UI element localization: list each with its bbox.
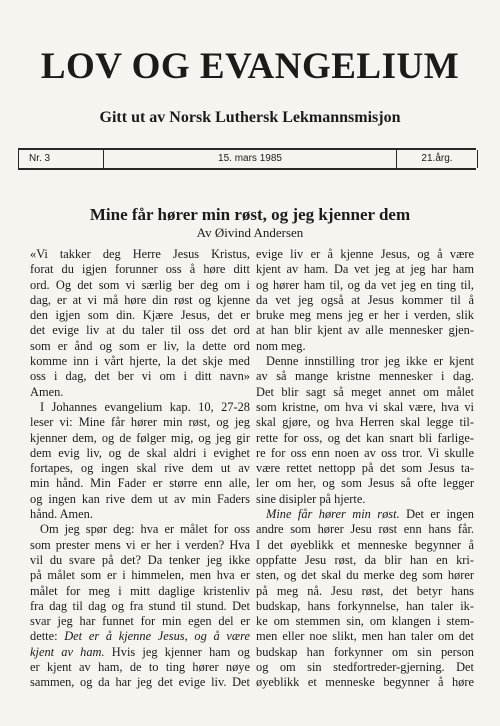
text-line: nom meg.	[256, 338, 306, 353]
text-line: fortapes, og ingen skal rive dem ut av	[30, 461, 250, 476]
text-line: andre som hører Jesu røst enn hans får.	[256, 522, 474, 537]
text-line: kjent av ham. Hvis jeg kjenner ham og	[30, 644, 250, 659]
text-line: dem evig liv, og de skal aldri i evighet	[30, 445, 250, 460]
text-line: min hånd. Min Fader er større enn alle,	[30, 476, 250, 491]
text-line: og om sin stedfortreder-gjerning. Det	[256, 660, 474, 675]
text-line: på målet som er i himmelen, men hva er	[30, 568, 250, 583]
text-line: da vet jeg også at Jesus kommer til å	[256, 292, 474, 307]
text-line: Amen.	[30, 384, 64, 399]
text-line: som kristne, om hva vi skal være, hva vi	[256, 399, 474, 414]
text-line: leser vi: Mine får hører min røst, og jeg	[30, 415, 250, 430]
text-line: sine disipler på hjerte.	[256, 491, 366, 506]
text-line: den igjen som din. Kjære Jesus, det er	[30, 308, 250, 323]
text-line: ke om stemmen sin, om klangen i stem-	[256, 614, 474, 629]
issue-date: 15. mars 1985	[218, 153, 282, 164]
text-line: dette: Det er å kjenne Jesus, og å være	[30, 629, 251, 644]
text-line: ord. Og det som vi særlig ber deg om i	[30, 277, 250, 292]
text-line: oppfatte Jesu røst, da blir han en kri-	[256, 552, 474, 567]
text-line: og hører ham til, og da vet jeg en ting til,	[256, 277, 474, 292]
text-line: kjenner dem, og de følger mig, og jeg gir	[30, 430, 250, 445]
text-line: målet for meg i mitt daglige kristenliv	[30, 583, 250, 598]
text-line: det evige liv at du taler til oss det ord	[30, 323, 250, 338]
publication-title: LOV OG EVANGELIUM	[40, 46, 460, 87]
text-line: rette for oss, og det kan snart bli farlige-	[256, 430, 474, 445]
text-line: Om jeg spør deg: hva er målet for oss	[40, 522, 250, 537]
text-line: I det øyeblikk et menneske begynner å	[256, 537, 474, 552]
emphasis-text: kjent av ham.	[30, 644, 105, 659]
text-line: oss i dag, det ber vi om i ditt navn»	[30, 369, 250, 384]
text-line: skal gjøre, og hva Herren skal legge til-	[256, 415, 474, 430]
text-line: være rettet nettopp på det som Jesus ta-	[256, 461, 474, 476]
text-line: «Vi takker deg Herre Jesus Kristus,	[30, 247, 250, 261]
text-line: er kjent av ham, de to ting hører nøye	[30, 660, 250, 675]
text-line: forat du igjen forunner oss å høre ditt	[30, 262, 250, 277]
text-line: hånd. Amen.	[30, 507, 93, 522]
emphasis-text: Det er å kjenne Jesus, og å være	[64, 629, 251, 644]
text-line: kjent av ham. Da vet jeg at jeg har ham	[256, 262, 474, 277]
text-line: komme inn i vårt hjerte, la det skje med	[30, 354, 250, 369]
text-line: men eller noe slikt, men han taler om det	[256, 629, 474, 644]
text-line: ler om her, og som Jesus så ofte legger	[256, 476, 474, 491]
text-line: sten, og det skal du merke deg som hører	[256, 568, 474, 583]
text-line: dag, er at vi må høre din røst og kjenne	[30, 292, 250, 307]
text-line: bruke meg mens jeg er her i verden, slik	[256, 308, 474, 323]
text-line: vil du svare på det? Da tenker jeg ikke	[30, 552, 250, 567]
issue-info-bar	[18, 148, 476, 170]
text-line: av så mange kristne mennesker i dag.	[256, 369, 474, 384]
article-column-left	[30, 247, 250, 691]
text-line: Denne innstilling tror jeg ikke er kjent	[266, 354, 474, 369]
text-line: budskap han forkynner om sin person	[256, 644, 474, 659]
article-title: Mine får hører min røst, og jeg kjenner dem	[89, 205, 411, 224]
text-line: som prester mens vi er her i verden? Hva	[30, 537, 250, 552]
text-line: budskap, hans forkynnelse, han taler ik-	[256, 598, 474, 613]
text-line: som er ånd og som er liv, la dette ord	[30, 338, 250, 353]
text-line: I Johannes evangelium kap. 10, 27-28	[40, 399, 250, 414]
text-line: og ingen kan rive dem ut av min Faders	[30, 491, 250, 506]
emphasis-text: Mine får hører min røst.	[266, 507, 400, 522]
text-line: svar jeg har funnet for min egen del er	[30, 614, 250, 629]
text-line: evige liv er å kjenne Jesus, og å være	[256, 247, 474, 261]
publication-subtitle: Gitt ut av Norsk Luthersk Lekmannsmisjon	[99, 109, 401, 126]
text-line: Det blir sagt så meget annet om målet	[256, 384, 474, 399]
text-line: at han blir kjent av alle mennesker gjen-	[256, 323, 474, 338]
text-line: Mine får hører min røst. Det er ingen	[266, 507, 474, 522]
text-line: øyeblikk et menneske begynner å høre	[256, 675, 474, 690]
article-column-right	[256, 247, 474, 691]
issue-number: Nr. 3	[18, 150, 104, 168]
article-byline: Av Øivind Andersen	[196, 225, 304, 240]
issue-volume: 21.årg.	[396, 150, 478, 168]
text-line: på meg nå. Jesu røst, det betyr hans	[256, 583, 474, 598]
text-line: re for oss enn noen av oss tror. Vi skulle	[256, 445, 474, 460]
text-line: fra dag til dag og fra stund til stund. Det	[30, 598, 250, 613]
text-line: sammen, og da har jeg det evige liv. Det	[30, 675, 250, 690]
